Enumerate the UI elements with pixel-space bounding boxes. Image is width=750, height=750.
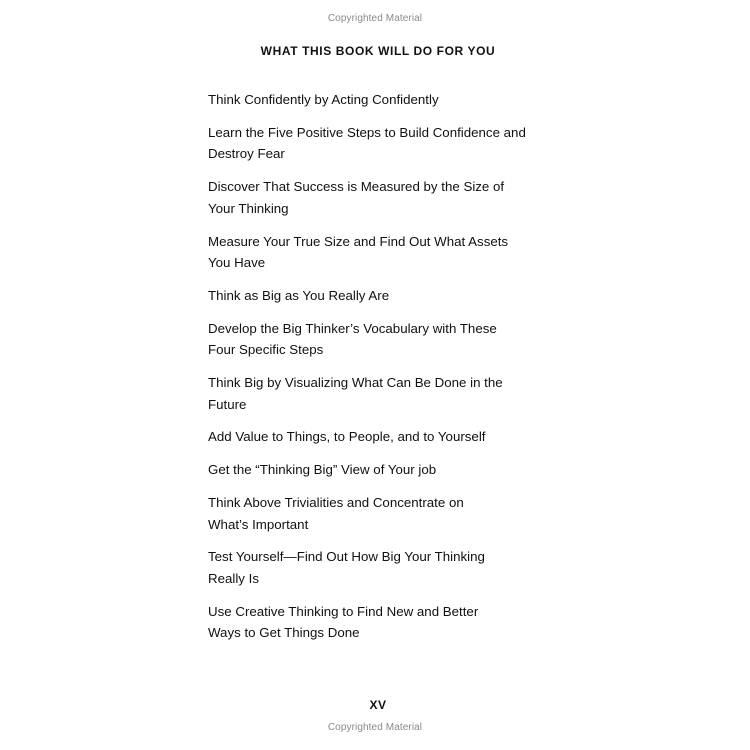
benefits-list	[208, 89, 548, 655]
watermark-top: Copyrighted Material	[327, 13, 423, 24]
list-item	[208, 176, 548, 219]
list-item	[208, 546, 548, 589]
page-heading: WHAT THIS BOOK WILL DO FOR YOU	[260, 44, 496, 58]
list-item	[208, 492, 548, 535]
item-line: Use Creative Thinking to Find New and Better	[208, 603, 479, 619]
item-line: Develop the Big Thinker’s Vocabulary with These	[208, 320, 497, 336]
item-line: Measure Your True Size and Find Out What Assets	[208, 233, 509, 249]
item-line: Ways to Get Things Done	[208, 625, 360, 641]
item-line: Your Thinking	[208, 200, 289, 216]
list-item	[208, 601, 548, 644]
item-line: Really Is	[208, 570, 259, 586]
item-line: You Have	[208, 255, 266, 271]
item-line: Test Yourself—Find Out How Big Your Thinking	[208, 549, 485, 565]
list-item	[208, 122, 548, 165]
item-line: Learn the Five Positive Steps to Build Confidence and	[208, 124, 526, 140]
watermark-bottom: Copyrighted Material	[327, 722, 423, 733]
item-line: Get the “Thinking Big” View of Your job	[208, 462, 437, 478]
item-line: Think Above Trivialities and Concentrate on	[208, 494, 464, 510]
list-item	[208, 318, 548, 361]
item-line: Destroy Fear	[208, 146, 285, 162]
item-line: Think Big by Visualizing What Can Be Done in the	[208, 375, 503, 391]
item-line: What’s Important	[208, 516, 309, 532]
item-line: Four Specific Steps	[208, 342, 324, 358]
list-item	[208, 372, 548, 415]
item-line: Think as Big as You Really Are	[208, 287, 390, 303]
item-line: Add Value to Things, to People, and to Yourself	[208, 429, 486, 445]
page-number: XV	[369, 698, 387, 712]
item-line: Discover That Success is Measured by the Size of	[208, 179, 505, 195]
item-line: Future	[208, 396, 247, 412]
list-item	[208, 89, 548, 111]
item-line: Think Confidently by Acting Confidently	[208, 92, 439, 107]
list-item	[208, 285, 548, 307]
list-item	[208, 459, 548, 481]
list-item	[208, 426, 548, 448]
list-item	[208, 231, 548, 274]
